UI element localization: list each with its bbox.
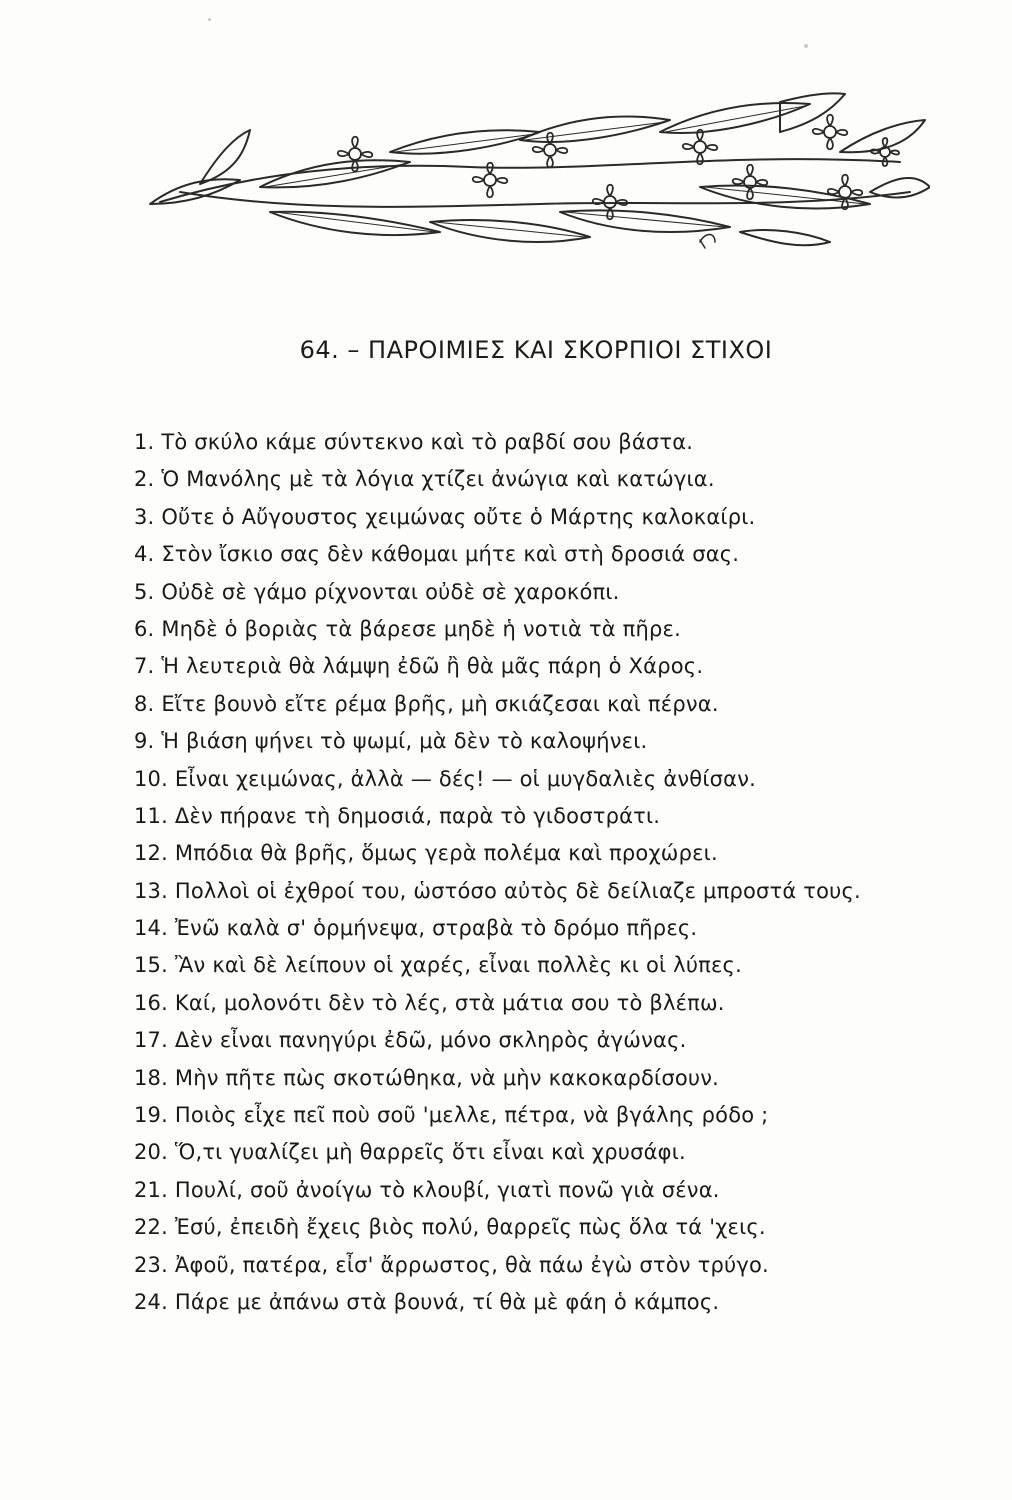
verse-line <box>134 1097 994 1134</box>
verse-text: Οὔτε ὁ Αὔγουστος χειμώνας οὔτε ὁ Μάρτης καλοκαίρι. <box>161 504 756 529</box>
verse-line <box>134 574 994 611</box>
verse-number: 23. <box>134 1252 168 1277</box>
verse-number: 7. <box>134 654 155 679</box>
verse-number: 15. <box>134 953 168 978</box>
verse-text: Οὐδὲ σὲ γάμο ρίχνονται οὐδὲ σὲ χαροκόπι. <box>161 579 620 604</box>
verse-line <box>134 1209 994 1246</box>
verse-line <box>134 424 994 461</box>
verse-line <box>134 1284 994 1321</box>
verse-text: Εἶναι χειμώνας, ἀλλὰ — δές! — οἱ μυγδαλιὲς ἀνθίσαν. <box>174 766 757 791</box>
verse-number: 9. <box>134 729 155 754</box>
verse-number: 1. <box>134 430 155 454</box>
verse-text: Μπόδια θὰ βρῆς, ὅμως γερὰ πολέμα καὶ προχώρει. <box>174 841 718 866</box>
verse-text: Δὲν πήρανε τὴ δημοσιά, παρὰ τὸ γιδοστράτι. <box>174 803 661 828</box>
verse-number: 11. <box>134 803 168 828</box>
verse-number: 22. <box>134 1215 168 1240</box>
verse-text: Τὸ σκύλο κάμε σύντεκνο καὶ τὸ ραβδί σου βάστα. <box>161 430 694 454</box>
verse-line <box>134 536 994 573</box>
verse-text: Εἴτε βουνὸ εἴτε ρέμα βρῆς, μὴ σκιάζεσαι καὶ πέρνα. <box>161 691 719 716</box>
verse-number: 4. <box>134 542 155 567</box>
verse-line <box>134 761 994 798</box>
verse-number: 17. <box>134 1028 168 1053</box>
verse-text: Ὅ,τι γυαλίζει μὴ θαρρεῖς ὅτι εἶναι καὶ χρυσάφι. <box>174 1140 686 1165</box>
verse-number: 6. <box>134 616 155 641</box>
verse-line <box>134 461 994 498</box>
verse-line <box>134 686 994 723</box>
verse-text: Ἐνῶ καλὰ σ' ὁρμήνεψα, στραβὰ τὸ δρόμο πῆρες. <box>174 916 698 941</box>
speck-mark <box>208 18 211 21</box>
verse-number: 8. <box>134 691 155 716</box>
verse-line <box>134 910 994 947</box>
verse-number: 20. <box>134 1140 168 1165</box>
verse-line <box>134 723 994 760</box>
page-title: 64. – ΠΑΡΟΙΜΙΕΣ ΚΑΙ ΣΚΟΡΠΙΟΙ ΣΤΙΧΟΙ <box>299 336 773 364</box>
verse-number: 21. <box>134 1177 168 1202</box>
verse-line <box>134 1134 994 1171</box>
verse-text: Στὸν ἴσκιο σας δὲν κάθομαι μήτε καὶ στὴ δροσιά σας. <box>161 542 740 567</box>
verse-line <box>134 1022 994 1059</box>
verse-text: Δὲν εἶναι πανηγύρι ἐδῶ, μόνο σκληρὸς ἀγώνας. <box>174 1028 687 1053</box>
verse-line <box>134 985 994 1022</box>
verse-text: Ἡ λευτεριὰ θὰ λάμψη ἐδῶ ἢ θὰ μᾶς πάρη ὁ Χάρος. <box>161 654 704 679</box>
verse-text: Μὴν πῆτε πὼς σκοτώθηκα, νὰ μὴν κακοκαρδίσουν. <box>174 1065 720 1090</box>
verse-number: 5. <box>134 579 155 604</box>
verse-text: Πάρε με ἀπάνω στὰ βουνά, τί θὰ μὲ φάη ὁ κάμπος. <box>174 1289 720 1314</box>
verse-text: Μηδὲ ὁ βοριὰς τὰ βάρεσε μηδὲ ἡ νοτιὰ τὰ πῆρε. <box>161 616 681 641</box>
verse-number: 14. <box>134 916 168 941</box>
verse-text: Ἀφοῦ, πατέρα, εἶσ' ἄρρωστος, θὰ πάω ἐγὼ στὸν τρύγο. <box>174 1252 769 1277</box>
verse-line <box>134 1060 994 1097</box>
verse-line <box>134 798 994 835</box>
verse-text: Πουλί, σοῦ ἀνοίγω τὸ κλουβί, γιατὶ πονῶ γιὰ σένα. <box>174 1177 720 1202</box>
verse-text: Ποιὸς εἶχε πεῖ ποὺ σοῦ 'μελλε, πέτρα, νὰ βγάλης ρόδο ; <box>174 1103 769 1128</box>
verse-number: 13. <box>134 878 168 903</box>
verse-number: 16. <box>134 990 168 1015</box>
verse-line <box>134 1172 994 1209</box>
floral-garland-icon <box>140 92 930 252</box>
verse-line <box>134 1247 994 1284</box>
verse-number: 2. <box>134 467 155 492</box>
verse-number: 10. <box>134 766 168 791</box>
verse-text: Καί, μολονότι δὲν τὸ λές, στὰ μάτια σου τὸ βλέπω. <box>174 990 725 1015</box>
speck-mark <box>804 44 808 48</box>
verse-line <box>134 611 994 648</box>
verse-line <box>134 947 994 984</box>
verse-list <box>134 424 994 1321</box>
verse-text: Ἡ βιάση ψήνει τὸ ψωμί, μὰ δὲν τὸ καλοψήνει. <box>161 729 648 754</box>
verse-line <box>134 499 994 536</box>
verse-number: 18. <box>134 1065 168 1090</box>
verse-text: Πολλοὶ οἱ ἐχθροί του, ὡστόσο αὐτὸς δὲ δείλιαζε μπροστά τους. <box>174 878 861 903</box>
verse-line <box>134 873 994 910</box>
verse-number: 19. <box>134 1103 168 1128</box>
verse-number: 24. <box>134 1289 168 1314</box>
verse-number: 12. <box>134 841 168 866</box>
verse-line <box>134 835 994 872</box>
verse-text: Ὁ Μανόλης μὲ τὰ λόγια χτίζει ἀνώγια καὶ κατώγια. <box>161 467 715 492</box>
verse-text: Ἐσύ, ἐπειδὴ ἔχεις βιὸς πολύ, θαρρεῖς πὼς ὅλα τά 'χεις. <box>174 1215 766 1240</box>
verse-number: 3. <box>134 504 155 529</box>
verse-line <box>134 648 994 685</box>
verse-text: Ἂν καὶ δὲ λείπουν οἱ χαρές, εἶναι πολλὲς κι οἱ λύπες. <box>174 953 742 978</box>
